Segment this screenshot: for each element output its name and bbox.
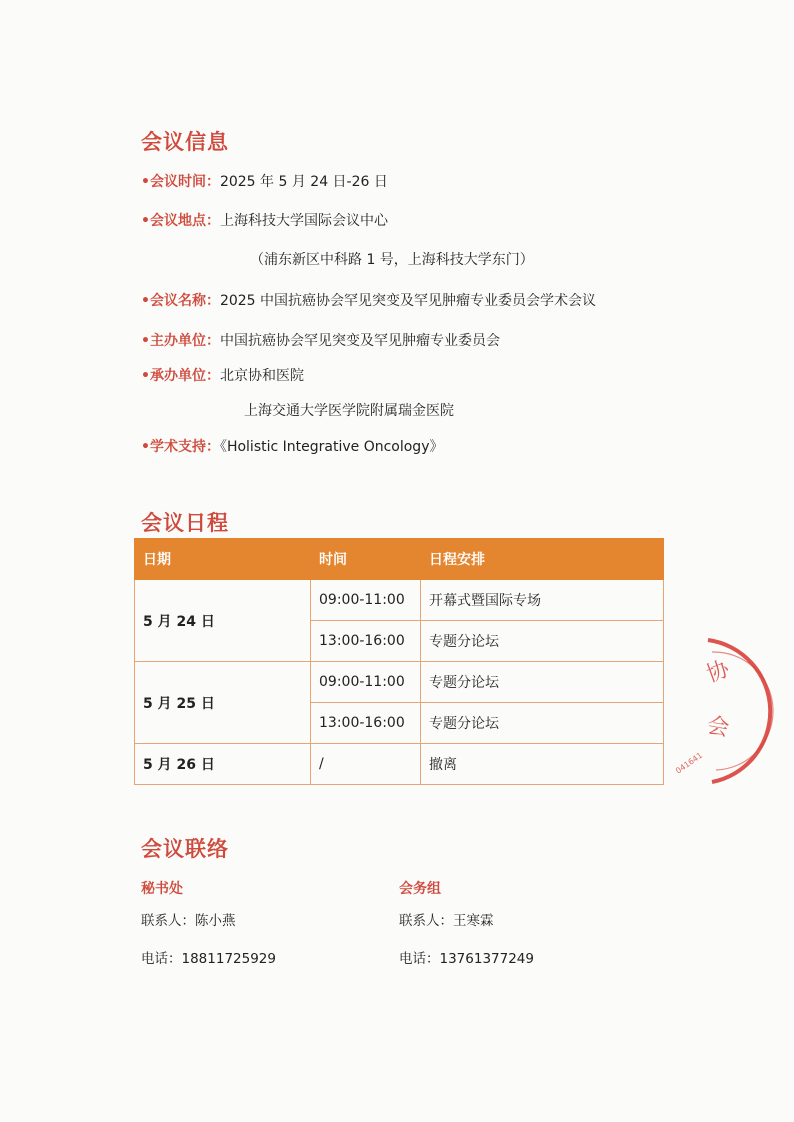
table-row [135,744,664,785]
info-label: 主办单位： [149,333,220,349]
date-cell: 5 月 24 日 [135,580,311,662]
table-row [135,580,664,621]
svg-text:会: 会 [704,713,731,742]
column-header-agenda: 日程安排 [421,539,664,580]
agenda-cell: 专题分论坛 [421,621,664,662]
info-label: 承办单位： [149,368,220,384]
info-value: 中国抗癌协会罕见突变及罕见肿瘤专业委员会 [219,333,500,349]
time-cell: 13:00-16:00 [311,621,421,662]
contact-heading: 会议联络 [141,837,229,861]
secretariat-title: 秘书处 [141,881,183,897]
affairs-person: 联系人：王寒霖 [399,913,494,929]
info-value: 《Holistic Integrative Oncology》 [219,439,444,455]
time-cell: 09:00-11:00 [311,662,421,703]
meeting-info-heading: 会议信息 [141,130,229,154]
affairs-phone: 电话：13761377249 [399,951,534,967]
time-cell: 13:00-16:00 [311,703,421,744]
info-row-organizer: •承办单位：北京协和医院 [141,368,304,384]
date-cell: 5 月 25 日 [135,662,311,744]
column-header-time: 时间 [311,539,421,580]
agenda-cell: 撤离 [421,744,664,785]
info-label: 会议地点： [149,213,220,229]
co-organizer: 上海交通大学医学院附属瑞金医院 [244,403,454,419]
svg-text:协: 协 [703,656,733,688]
table-row [135,662,664,703]
agenda-cell: 专题分论坛 [421,703,664,744]
info-row-host: •主办单位：中国抗癌协会罕见突变及罕见肿瘤专业委员会 [141,333,500,349]
svg-text:041641: 041641 [673,750,705,776]
info-value: 2025 年 5 月 24 日-26 日 [219,174,388,190]
time-cell: 09:00-11:00 [311,580,421,621]
time-cell: / [311,744,421,785]
info-row-venue: •会议地点：上海科技大学国际会议中心 [141,213,388,229]
schedule-heading: 会议日程 [141,511,229,535]
info-row-name: •会议名称：2025 中国抗癌协会罕见突变及罕见肿瘤专业委员会学术会议 [141,293,597,309]
secretariat-phone: 电话：18811725929 [141,951,276,967]
date-cell: 5 月 26 日 [135,744,311,785]
secretariat-person: 联系人：陈小燕 [141,913,236,929]
info-row-time: •会议时间：2025 年 5 月 24 日-26 日 [141,174,388,190]
info-value: 上海科技大学国际会议中心 [219,213,388,229]
table-header-row [135,539,664,580]
info-label: 会议名称： [149,293,220,309]
info-value: 北京协和医院 [219,368,304,384]
info-value: 2025 中国抗癌协会罕见突变及罕见肿瘤专业委员会学术会议 [219,293,597,309]
schedule-table [134,538,664,785]
agenda-cell: 开幕式暨国际专场 [421,580,664,621]
red-seal-stamp [640,632,790,792]
venue-address: （浦东新区中科路 1 号，上海科技大学东门） [250,252,534,268]
agenda-cell: 专题分论坛 [421,662,664,703]
column-header-date: 日期 [135,539,311,580]
info-label: 学术支持： [149,439,220,455]
affairs-title: 会务组 [399,881,441,897]
info-row-support: •学术支持：《Holistic Integrative Oncology》 [141,439,444,455]
info-label: 会议时间： [149,174,220,190]
